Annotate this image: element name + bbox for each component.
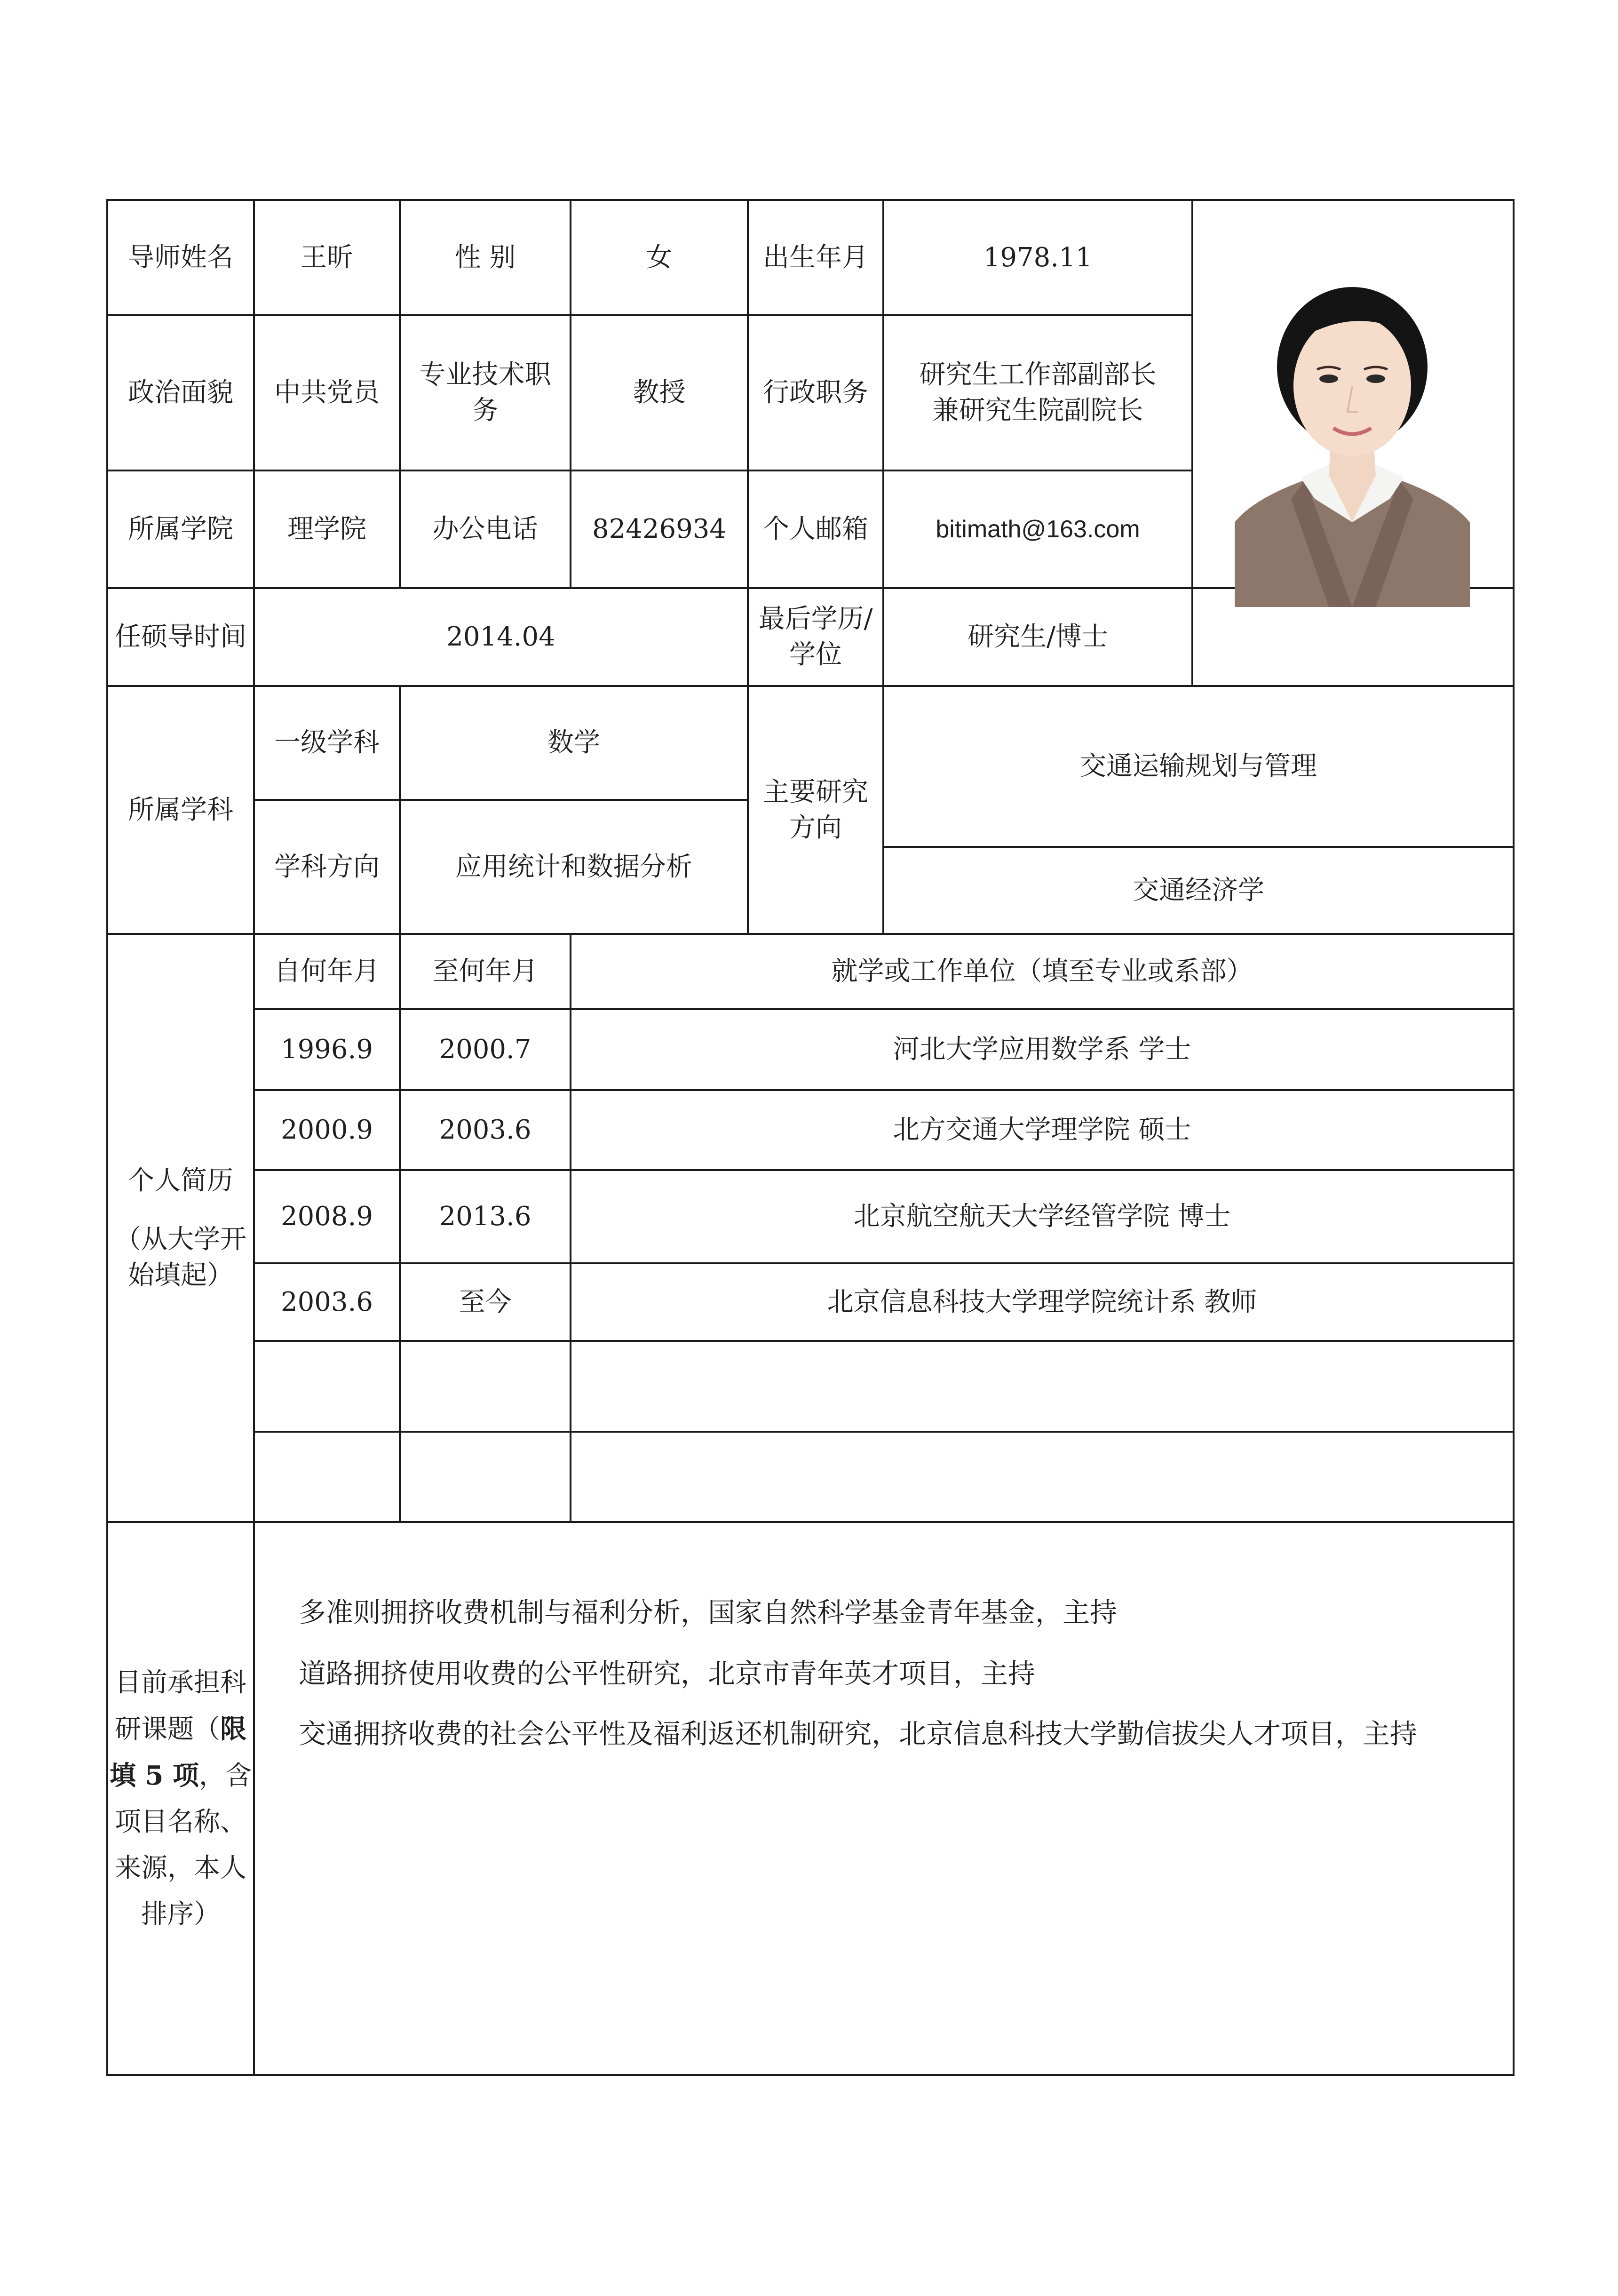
research-label-line2: 方向	[789, 812, 842, 843]
research-label	[748, 686, 883, 934]
direction-value: 应用统计和数据分析	[455, 851, 692, 882]
since-value: 2014.04	[446, 622, 555, 653]
projects-label-line2a: 研课题（	[115, 1714, 220, 1745]
projects-label-line5: 来源，本人	[115, 1852, 246, 1883]
political-value: 中共党员	[274, 377, 380, 408]
resume-to: 2013.6	[439, 1201, 531, 1232]
projects-label-line2	[115, 1706, 246, 1753]
admin-label: 行政职务	[763, 377, 868, 408]
gender-label: 性 别	[454, 242, 516, 273]
degree-label-line1: 最后学历/	[758, 604, 873, 635]
resume-note-line2: 始填起）	[128, 1260, 233, 1291]
project-item: 多准则拥挤收费机制与福利分析，国家自然科学基金青年基金，主持	[299, 1596, 1118, 1628]
degree-label-line2: 学位	[789, 639, 842, 670]
resume-from: 1996.9	[281, 1034, 373, 1065]
resume-to: 2003.6	[439, 1115, 531, 1146]
admin-value	[883, 315, 1192, 470]
title-label: 专业技术职务	[419, 359, 551, 426]
since-label: 任硕导时间	[115, 622, 246, 653]
col-from-header: 自何年月	[274, 956, 380, 987]
phone-label: 办公电话	[432, 514, 538, 545]
email-label: 个人邮箱	[763, 514, 868, 545]
project-item: 道路拥挤使用收费的公平性研究，北京市青年英才项目，主持	[299, 1658, 1036, 1690]
projects-label-line1: 目前承担科	[115, 1667, 246, 1698]
projects-label-line3b: ，含	[198, 1760, 252, 1791]
admin-value-line1: 研究生工作部副部长	[919, 359, 1157, 391]
email-value: bitimath@163.com	[936, 515, 1140, 543]
projects-label-line4: 项目名称、	[115, 1806, 246, 1837]
discipline-label: 所属学科	[128, 794, 233, 825]
projects-label	[107, 1522, 254, 2075]
resume-from: 2008.9	[281, 1201, 373, 1232]
admin-value-line2: 兼研究生院副院长	[932, 395, 1143, 426]
projects-label-line6: 排序）	[141, 1898, 220, 1929]
name-value: 王昕	[301, 242, 353, 273]
resume-label	[107, 934, 254, 1522]
level1-label: 一级学科	[274, 727, 380, 758]
research-value-2: 交通经济学	[1133, 875, 1264, 906]
projects-label-line2b: 限	[220, 1713, 246, 1745]
resume-to: 至今	[459, 1286, 512, 1317]
research-label-line1: 主要研究	[763, 776, 868, 807]
level1-value: 数学	[547, 727, 600, 758]
resume-unit: 北方交通大学理学院 硕士	[893, 1115, 1191, 1146]
political-label: 政治面貌	[128, 377, 233, 408]
resume-from: 2003.6	[281, 1286, 373, 1317]
resume-from: 2000.9	[281, 1115, 373, 1146]
college-value: 理学院	[287, 514, 366, 545]
degree-label	[748, 588, 883, 686]
gender-value: 女	[646, 242, 673, 273]
resume-unit: 河北大学应用数学系 学士	[893, 1034, 1191, 1065]
phone-value: 82426934	[592, 514, 727, 545]
projects-label-line3	[110, 1753, 252, 1799]
name-label: 导师姓名	[128, 242, 233, 273]
resume-to: 2000.7	[439, 1034, 531, 1065]
birth-label: 出生年月	[763, 242, 868, 273]
resume-note-line1: （从大学开	[115, 1224, 246, 1255]
projects-label-line3a: 填 5 项	[110, 1760, 199, 1791]
research-value-1: 交通运输规划与管理	[1080, 751, 1317, 782]
portrait-photo	[1235, 278, 1470, 607]
title-value: 教授	[633, 377, 686, 408]
resume-title: 个人简历	[128, 1165, 233, 1196]
col-unit-header: 就学或工作单位（填至专业或系部）	[831, 956, 1253, 987]
college-label: 所属学院	[128, 514, 233, 545]
resume-unit: 北京信息科技大学理学院统计系 教师	[827, 1286, 1257, 1317]
birth-value: 1978.11	[983, 242, 1093, 273]
resume-unit: 北京航空航天大学经管学院 博士	[853, 1201, 1231, 1232]
degree-value: 研究生/博士	[968, 622, 1108, 653]
direction-label: 学科方向	[274, 851, 380, 882]
col-to-header: 至何年月	[432, 956, 538, 987]
project-item: 交通拥挤收费的社会公平性及福利返还机制研究，北京信息科技大学勤信拔尖人才项目，主持	[299, 1718, 1418, 1750]
